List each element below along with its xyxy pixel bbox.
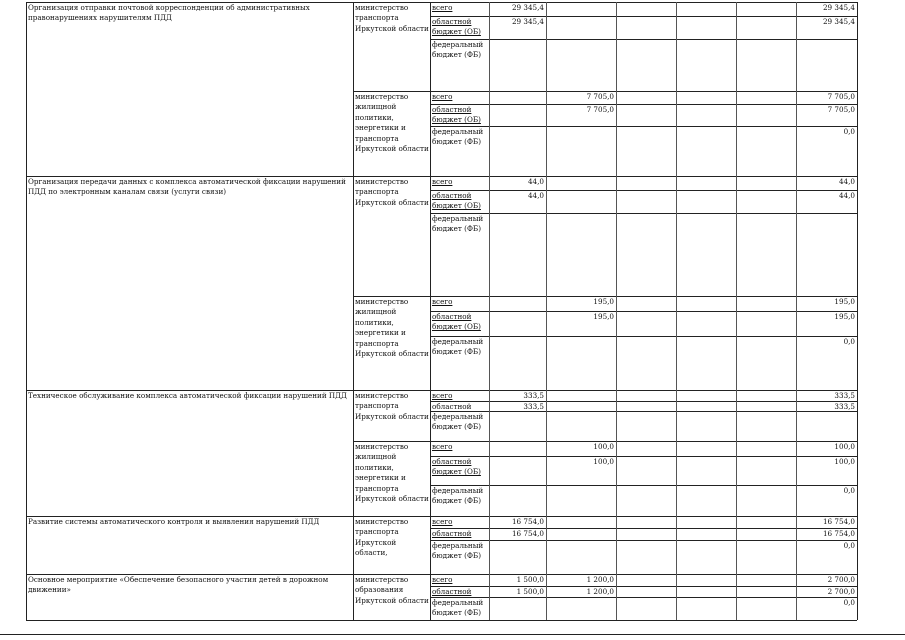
grid-line [857, 574, 858, 620]
grid-line [736, 516, 737, 574]
grid-line [857, 176, 858, 390]
grid-line [736, 574, 737, 620]
event-name: Организация отправки почтовой корреспонденции об административных правонарушениях нарушителям ПДД [28, 3, 310, 23]
grid-line [489, 390, 490, 516]
funding-source: областной бюджет (ОБ) [432, 105, 481, 125]
amount-cell: 16 754,0 [822, 517, 855, 526]
grid-line [616, 574, 617, 620]
grid-line [430, 39, 857, 40]
grid-line [676, 176, 677, 390]
amount-cell: 100,0 [593, 457, 614, 466]
funding-source: федеральный бюджет (ФБ) [432, 337, 484, 357]
grid-line [353, 574, 354, 620]
grid-line [489, 574, 490, 620]
amount-cell: 2 700,0 [827, 575, 855, 584]
grid-line [546, 2, 547, 176]
amount-cell: 1 500,0 [516, 587, 544, 596]
funding-source: федеральный бюджет (ФБ) [432, 598, 484, 618]
amount-cell: 16 754,0 [511, 517, 544, 526]
grid-line [430, 390, 431, 516]
grid-line [489, 516, 490, 574]
funding-source: федеральный бюджет (ФБ) [432, 486, 484, 506]
amount-cell: 44,0 [527, 191, 544, 200]
grid-line [353, 2, 354, 176]
grid-line [430, 336, 857, 337]
event-name: Техническое обслуживание комплекса автоматической фиксации нарушений ПДД [28, 391, 347, 400]
grid-line [546, 176, 547, 390]
executor-name: министерство транспорта Иркутской области [355, 177, 429, 207]
funding-source: областной [432, 587, 472, 596]
executor-name: министерство транспорта Иркутской области [355, 391, 429, 421]
funding-source: областной бюджет (ОБ) [432, 312, 481, 332]
amount-cell: 0,0 [843, 337, 855, 346]
grid-line [26, 620, 857, 621]
funding-source: областной бюджет (ОБ) [432, 191, 481, 211]
grid-line [430, 126, 857, 127]
event-name: Развитие системы автоматического контроля и выявления нарушений ПДД [28, 517, 320, 526]
grid-line [676, 516, 677, 574]
funding-source: областной бюджет (ОБ) [432, 17, 481, 37]
amount-cell: 16 754,0 [511, 529, 544, 538]
grid-line [489, 176, 490, 390]
grid-line [26, 176, 27, 390]
funding-source: всего [432, 92, 453, 101]
funding-source: областной бюджет (ОБ) [432, 457, 481, 477]
amount-cell: 195,0 [593, 312, 614, 321]
grid-line [430, 411, 857, 412]
grid-line [430, 485, 857, 486]
amount-cell: 195,0 [834, 312, 855, 321]
amount-cell: 7 705,0 [586, 105, 614, 114]
funding-source: областной [432, 402, 472, 410]
grid-line [676, 574, 677, 620]
amount-cell: 333,5 [523, 391, 544, 400]
amount-cell: 1 200,0 [586, 575, 614, 584]
amount-cell: 333,5 [523, 402, 544, 411]
grid-line [353, 390, 354, 516]
grid-line [353, 516, 354, 574]
amount-cell: 7 705,0 [586, 92, 614, 101]
grid-line [616, 390, 617, 516]
funding-source: всего [432, 297, 453, 306]
grid-line [430, 574, 431, 620]
amount-cell: 100,0 [593, 442, 614, 451]
grid-line [26, 2, 27, 176]
funding-source: всего [432, 177, 453, 186]
funding-source: всего [432, 442, 453, 451]
grid-line [736, 2, 737, 176]
grid-line [430, 104, 857, 105]
grid-line [796, 516, 797, 574]
grid-line [857, 516, 858, 574]
funding-source: всего [432, 517, 453, 526]
funding-source: федеральный бюджет (ФБ) [432, 214, 484, 234]
funding-source: федеральный бюджет (ФБ) [432, 40, 484, 60]
amount-cell: 29 345,4 [822, 17, 855, 26]
amount-cell: 44,0 [838, 191, 855, 200]
executor-name: министерство жилищной политики, энергетики и транспорта Иркутской области [355, 92, 429, 154]
funding-source: всего [432, 391, 453, 400]
amount-cell: 2 700,0 [827, 587, 855, 596]
grid-line [430, 456, 857, 457]
grid-line [796, 176, 797, 390]
grid-line [546, 390, 547, 516]
funding-source: федеральный бюджет (ФБ) [432, 541, 484, 561]
grid-line [26, 574, 27, 620]
amount-cell: 44,0 [838, 177, 855, 186]
amount-cell: 0,0 [843, 541, 855, 550]
grid-line [796, 2, 797, 176]
amount-cell: 100,0 [834, 442, 855, 451]
grid-line [430, 516, 431, 574]
amount-cell: 29 345,4 [511, 17, 544, 26]
executor-name: министерство жилищной политики, энергетики и транспорта Иркутской области [355, 442, 429, 504]
event-name: Организация передачи данных с комплекса автоматической фиксации нарушений ПДД по электронным каналам связи (услуги связи) [28, 177, 346, 197]
funding-source: федеральный бюджет (ФБ) [432, 412, 484, 432]
amount-cell: 195,0 [834, 297, 855, 306]
executor-name: министерство транспорта Иркутской области [355, 3, 429, 33]
grid-line [430, 213, 857, 214]
executor-name: министерство образования Иркутской области [355, 575, 429, 605]
event-name: Основное мероприятие «Обеспечение безопасного участия детей в дорожном движении» [28, 575, 329, 595]
grid-line [676, 2, 677, 176]
amount-cell: 16 754,0 [822, 529, 855, 538]
grid-line [430, 176, 431, 390]
executor-name: министерство транспорта Иркутской области, [355, 517, 409, 558]
amount-cell: 0,0 [843, 486, 855, 495]
grid-line [0, 634, 905, 635]
amount-cell: 0,0 [843, 598, 855, 607]
grid-line [616, 2, 617, 176]
grid-line [430, 2, 431, 176]
funding-source: федеральный бюджет (ФБ) [432, 127, 484, 147]
grid-line [26, 390, 27, 516]
grid-line [796, 390, 797, 516]
grid-line [430, 540, 857, 541]
grid-line [430, 311, 857, 312]
amount-cell: 195,0 [593, 297, 614, 306]
grid-line [857, 2, 858, 176]
amount-cell: 0,0 [843, 127, 855, 136]
grid-line [546, 574, 547, 620]
amount-cell: 44,0 [527, 177, 544, 186]
funding-source: областной [432, 529, 472, 538]
grid-line [353, 176, 354, 390]
grid-line [489, 2, 490, 176]
amount-cell: 333,5 [834, 391, 855, 400]
grid-line [430, 597, 857, 598]
grid-line [736, 390, 737, 516]
grid-line [616, 176, 617, 390]
funding-source: всего [432, 3, 453, 12]
amount-cell: 1 500,0 [516, 575, 544, 584]
grid-line [857, 390, 858, 516]
amount-cell: 7 705,0 [827, 105, 855, 114]
funding-source: всего [432, 575, 453, 584]
grid-line [676, 390, 677, 516]
amount-cell: 29 345,4 [822, 3, 855, 12]
grid-line [796, 574, 797, 620]
grid-line [736, 176, 737, 390]
amount-cell: 7 705,0 [827, 92, 855, 101]
amount-cell: 333,5 [834, 402, 855, 411]
grid-line [26, 516, 27, 574]
grid-line [546, 516, 547, 574]
grid-line [616, 516, 617, 574]
amount-cell: 100,0 [834, 457, 855, 466]
executor-name: министерство жилищной политики, энергетики и транспорта Иркутской области [355, 297, 429, 359]
amount-cell: 1 200,0 [586, 587, 614, 596]
amount-cell: 29 345,4 [511, 3, 544, 12]
